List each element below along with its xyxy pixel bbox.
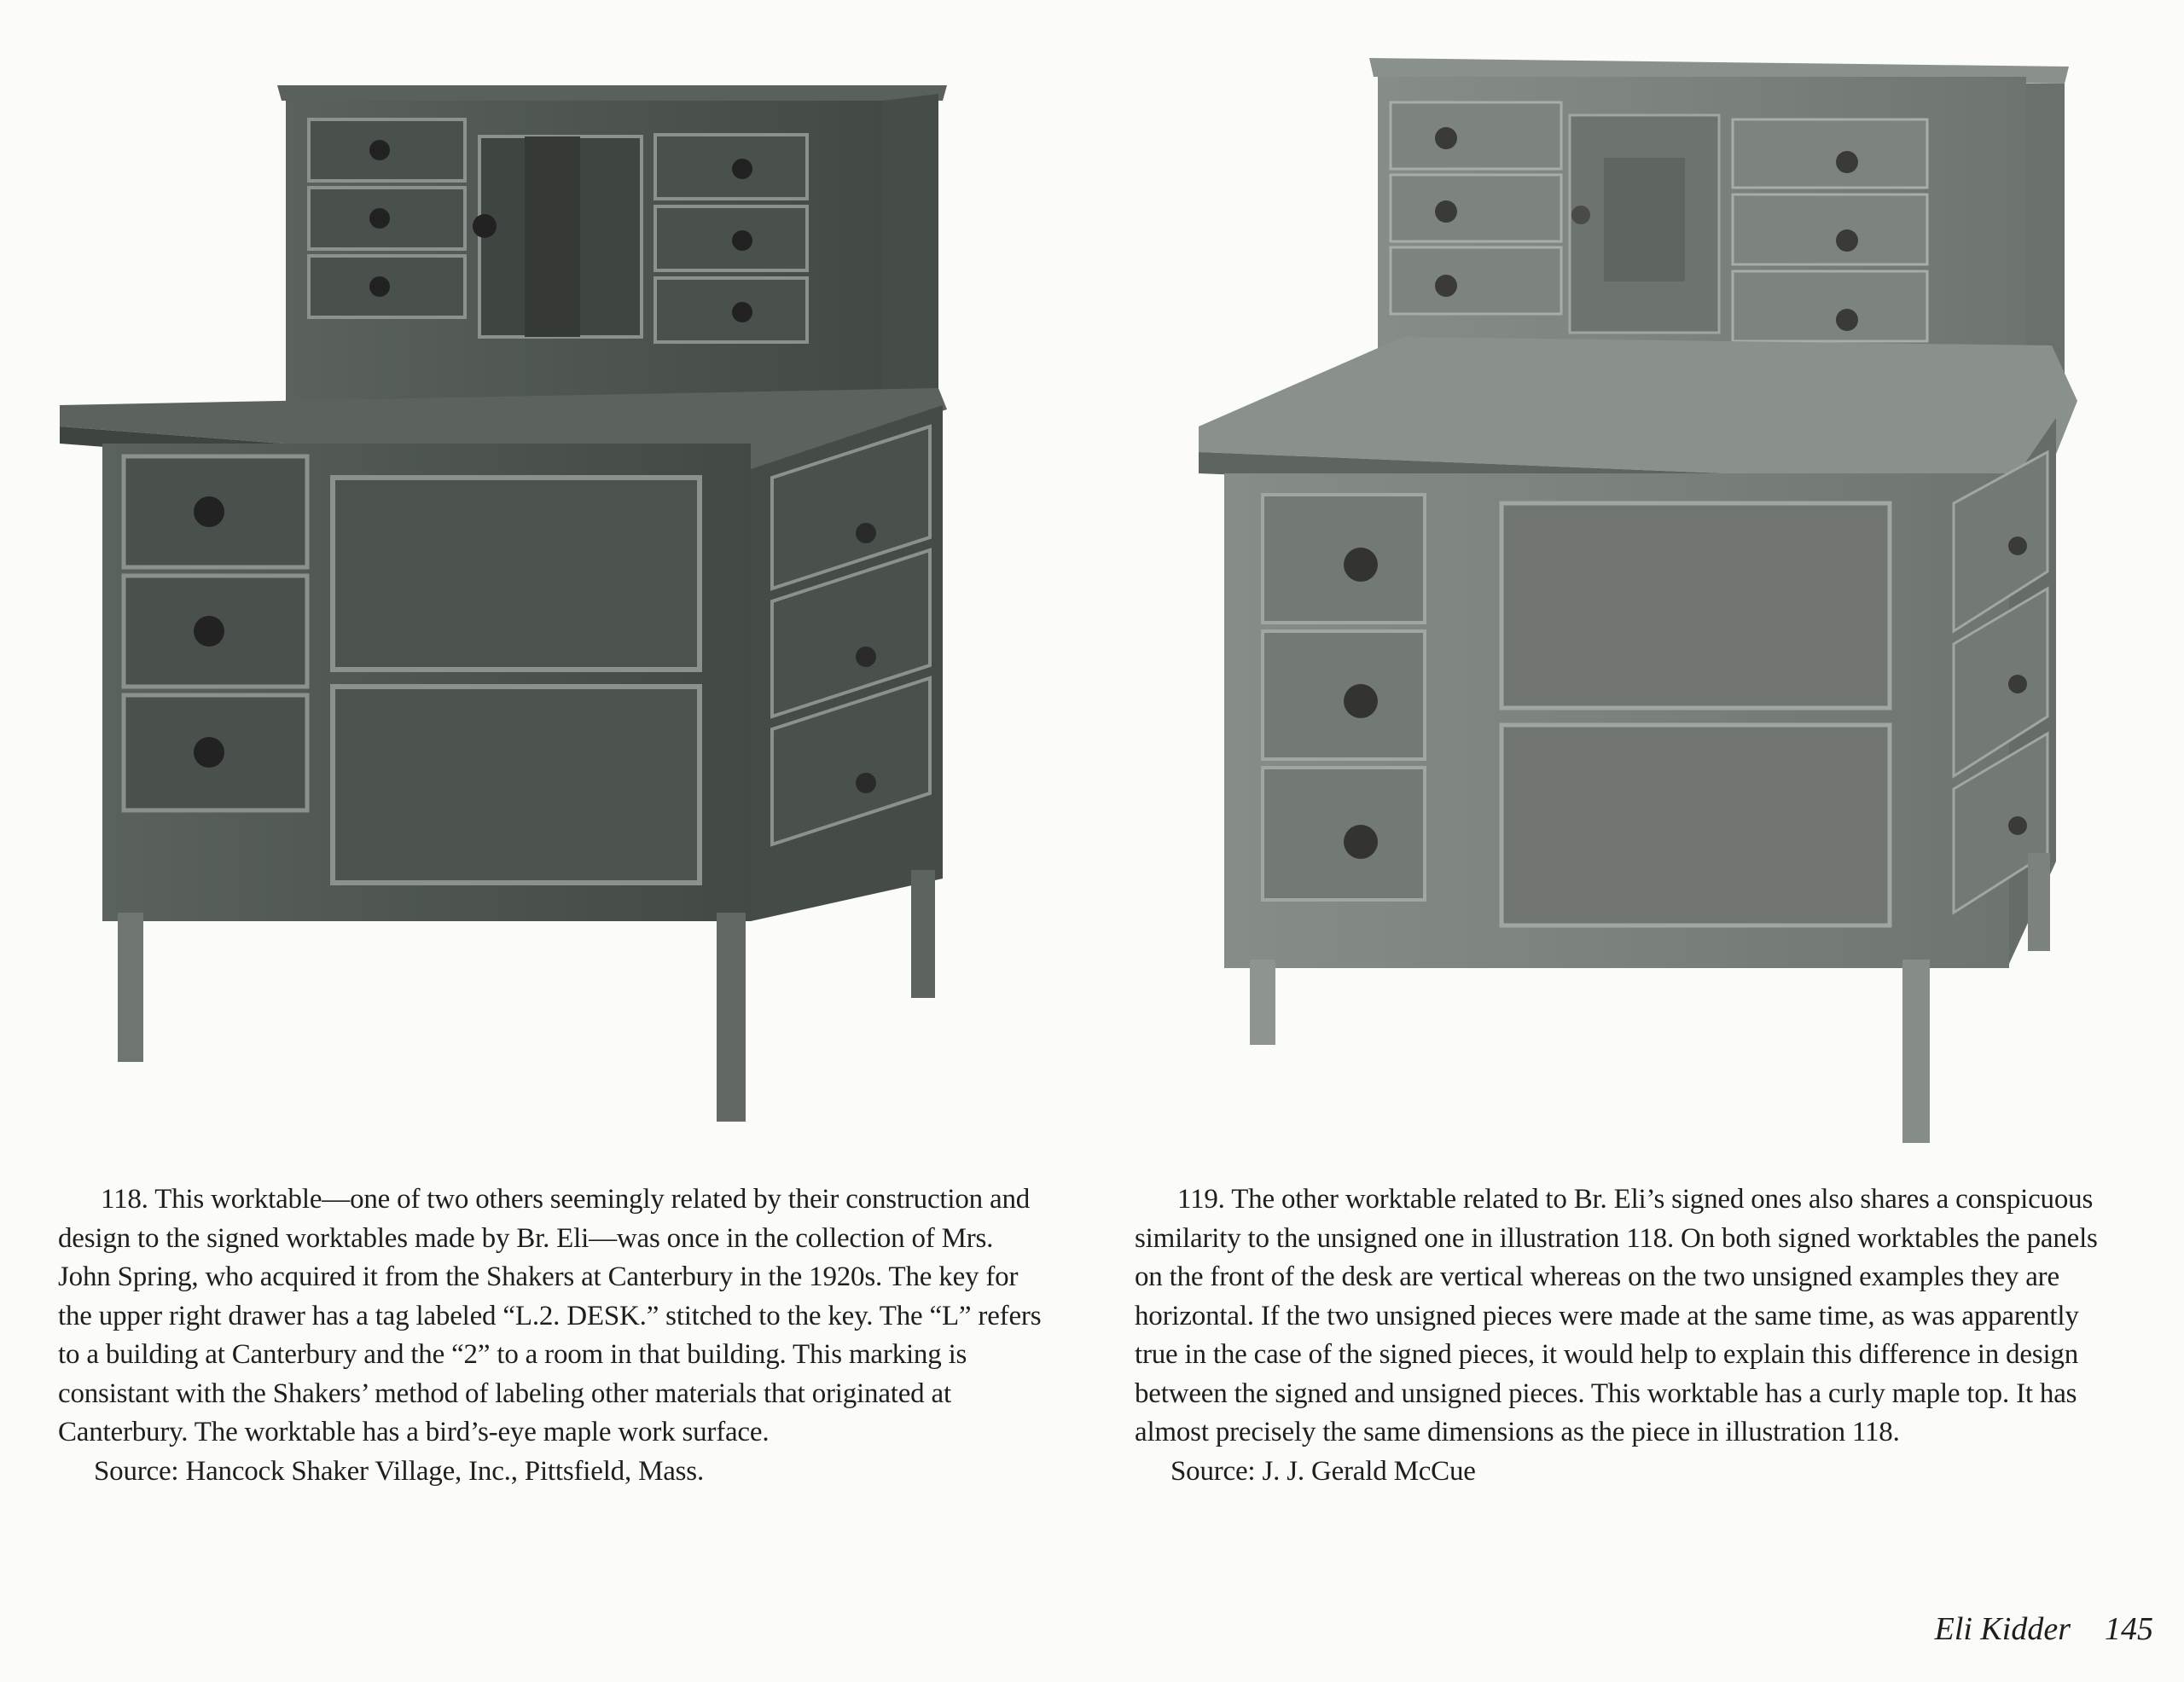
caption-119 <box>1135 1180 2124 1491</box>
caption-118 <box>58 1180 1048 1491</box>
worktable-119-photo <box>1190 43 2082 1151</box>
caption-118-text: This worktable—one of two others seemingly related by their construction and design to the signed worktables made by Br. Eli—was once in the collection of Mrs. John Spring, who acquired it from the Shakers at Canterbury in the 1920s. The key for the upper right drawer has a tag labeled “L.2. DESK.” stitched to the key. The “L” refers to a building at Canterbury and the “2” to a room in that building. This marking is consistant with the Shakers’ method of labeling other materials that originated at Canterbury. The worktable has a bird’s-eye maple work surface. <box>58 1184 1042 1447</box>
caption-118-source: Source: Hancock Shaker Village, Inc., Pittsfield, Mass. <box>94 1455 705 1487</box>
worktable-119-illustration <box>1190 43 2082 1151</box>
caption-118-body <box>58 1180 1048 1453</box>
running-footer <box>1935 1610 2153 1648</box>
page-number: 145 <box>2105 1611 2153 1647</box>
caption-119-text: The other worktable related to Br. Eli’s signed ones also shares a conspicuous similarity to the unsigned one in illustration 118. On both signed worktables the panels on the front of the desk are vertical whereas on the two unsigned examples they are horizontal. If the two unsigned pieces were made at the same time, as was apparently true in the case of the signed pieces, it would help to explain this difference in design between the signed and unsigned pieces. This worktable has a curly maple top. It has almost precisely the same dimensions as the piece in illustration 118. <box>1135 1184 2098 1447</box>
running-title: Eli Kidder <box>1934 1611 2071 1647</box>
worktable-118-photo <box>51 68 964 1134</box>
caption-119-body <box>1135 1180 2124 1453</box>
figure-number-119: 119. <box>1177 1184 1225 1215</box>
caption-119-source: Source: J. J. Gerald McCue <box>1170 1455 1476 1487</box>
worktable-118-illustration <box>51 68 964 1134</box>
figure-number-118: 118. <box>101 1184 148 1215</box>
